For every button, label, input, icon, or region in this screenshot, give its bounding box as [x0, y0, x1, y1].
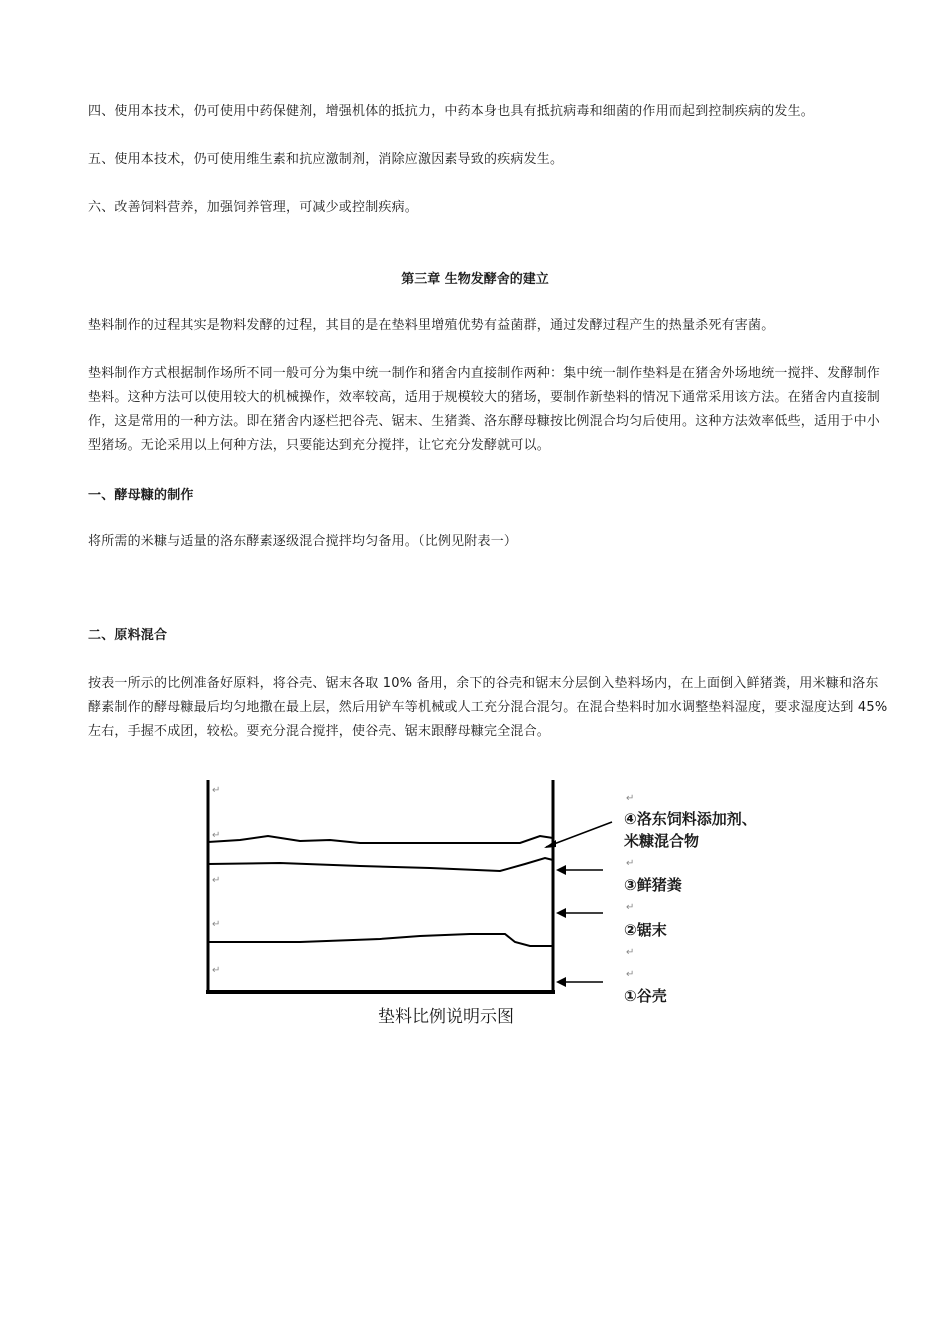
diagram-caption: 垫料比例说明示图 [378, 1007, 514, 1027]
layer-line-2 [208, 934, 553, 946]
chapter-title: 第三章 生物发酵舍的建立 [401, 272, 549, 287]
intro-paragraph-1: 垫料制作的过程其实是物料发酵的过程，其目的是在垫料里增殖优势有益菌群，通过发酵过程产生的热量杀死有害菌。 [88, 318, 775, 333]
layer-line-3 [208, 858, 553, 871]
paragraph-mark: ↵ [626, 793, 635, 804]
section-text-yeast-bran: 将所需的米糠与适量的洛东酵素逐级混合搅拌均匀备用。（比例见附表一） [88, 534, 518, 549]
paragraph-mark: ↵ [212, 785, 221, 796]
arrow-1-head [556, 977, 566, 987]
layer-label-1: ①谷壳 [624, 987, 667, 1005]
paragraph-mark: ↵ [626, 947, 635, 958]
paragraph-mark: ↵ [626, 858, 635, 869]
layer-label-4-line-1: ④洛东饲料添加剂、 [624, 810, 757, 828]
layer-line-4 [208, 836, 553, 843]
arrow-2-head [556, 908, 566, 918]
section-title-yeast-bran: 一、酵母糠的制作 [88, 488, 194, 503]
paragraph-item-6: 六、改善饲料营养，加强饲养管理，可减少或控制疾病。 [88, 200, 419, 215]
paragraph-mark: ↵ [212, 875, 221, 886]
paragraph-mark: ↵ [626, 969, 635, 980]
intro-paragraph-2: 垫料制作方式根据制作场所不同一般可分为集中统一制作和猪舍内直接制作两种：集中统一制作垫料是在猪舍外场地统一搅拌、发酵制作垫料。这种方法可以使用较大的机械操作，效率较高，适用于规模较大的猪场，要制作新垫料的情况下通常采用该方法。在猪舍内直接制作，这是常用的一种方法。即在猪舍内逐栏把谷壳、锯末、生猪粪、洛东酵母糠按比例混合均匀后使用。这种方法效率低些，适用于中小型猪场。无论采用以上何种方法，只要能达到充分搅拌，让它充分发酵就可以。 [88, 366, 881, 453]
section-title-mixing: 二、原料混合 [88, 628, 168, 643]
section-text-mixing: 按表一所示的比例准备好原料，将谷壳、锯末各取 10% 备用，余下的谷壳和锯末分层倒入垫料场内，在上面倒入鲜猪粪，用米糠和洛东酵素制作的酵母糠最后均匀地撒在最上层，然后用铲车等机械或人工充分混合混匀。在混合垫料时加水调整垫料湿度，要求湿度达到 45% 左右，手握不成团，较松。要充分混合搅拌，使谷壳、锯末跟酵母糠完全混合。 [88, 676, 888, 739]
paragraph-mark: ↵ [626, 902, 635, 913]
paragraph-item-5: 五、使用本技术，仍可使用维生素和抗应激制剂，消除应激因素导致的疾病发生。 [88, 152, 564, 167]
bedding-ratio-diagram [0, 760, 950, 1040]
paragraph-mark: ↵ [212, 965, 221, 976]
layer-label-3: ③鲜猪粪 [624, 876, 682, 894]
paragraph-mark: ↵ [212, 830, 221, 841]
arrow-4-head [544, 840, 556, 848]
paragraph-mark: ↵ [212, 919, 221, 930]
arrow-3-head [556, 865, 566, 875]
layer-label-2: ②锯末 [624, 921, 667, 939]
layer-label-4-line-2: 米糠混合物 [624, 832, 700, 850]
paragraph-item-4: 四、使用本技术，仍可使用中药保健剂，增强机体的抵抗力，中药本身也具有抵抗病毒和细菌的作用而起到控制疾病的发生。 [88, 104, 815, 119]
